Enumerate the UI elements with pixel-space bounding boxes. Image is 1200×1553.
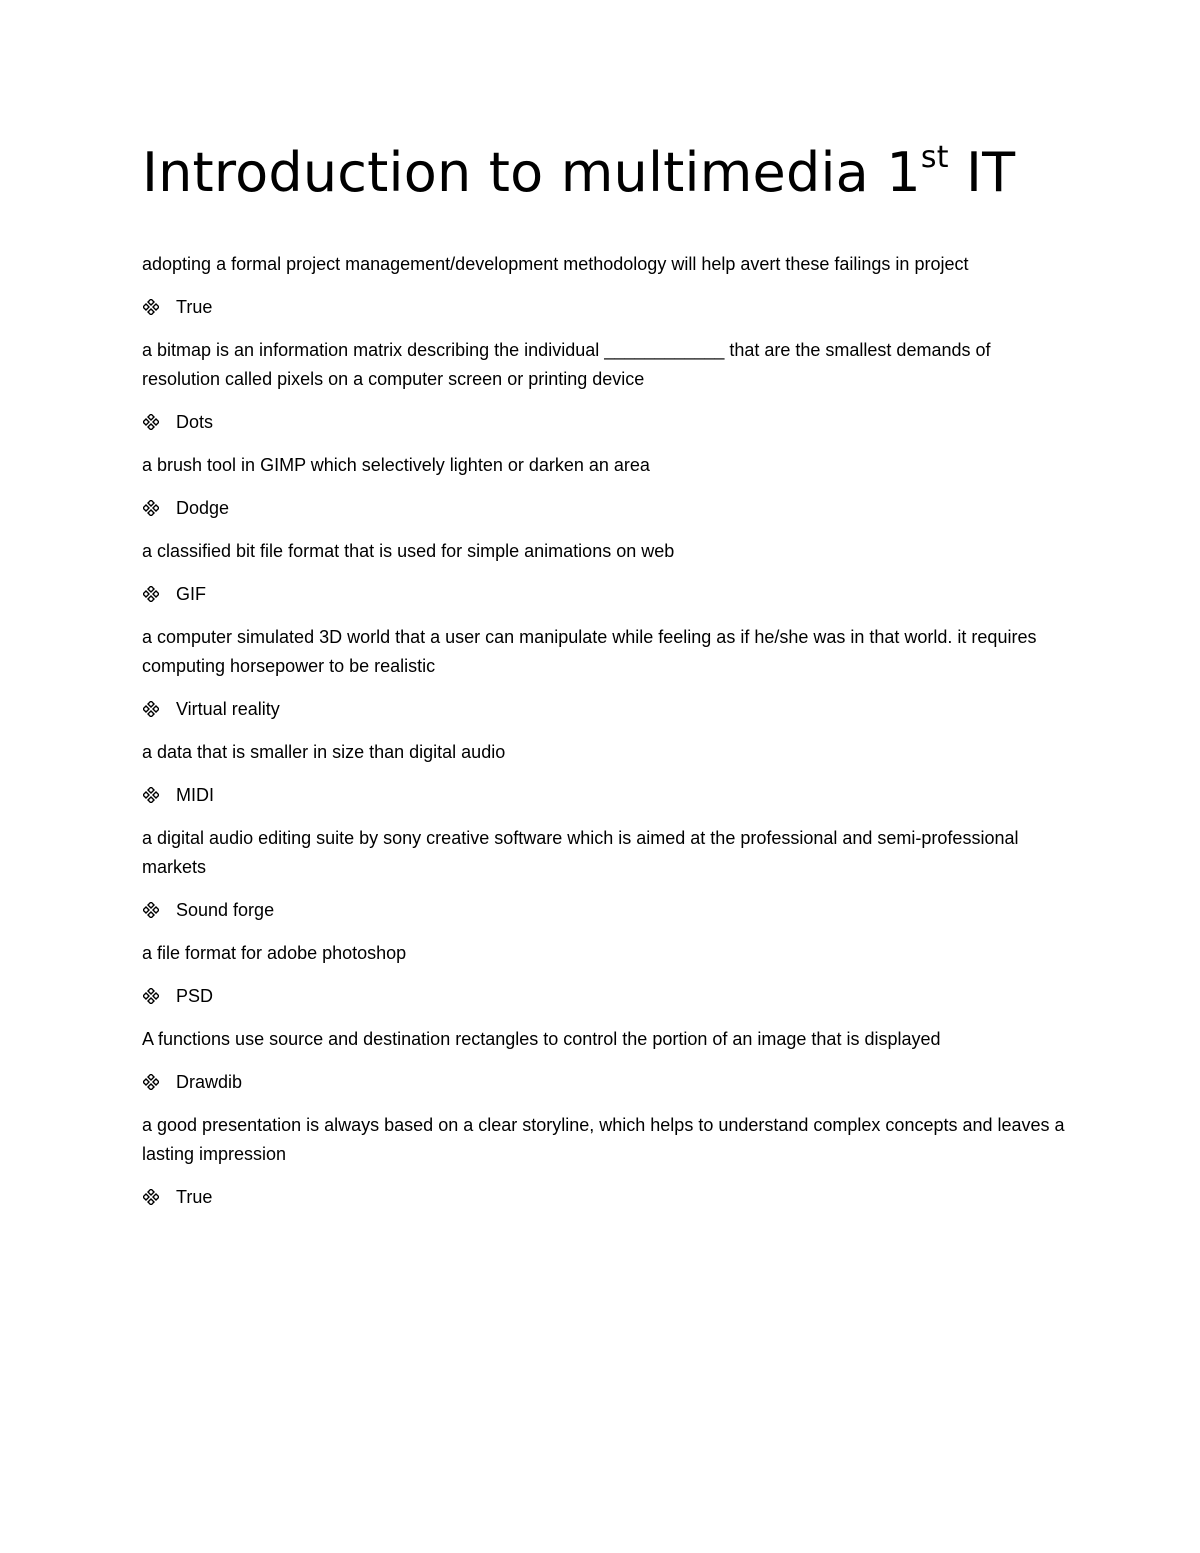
four-diamond-bullet-icon	[142, 982, 176, 1011]
four-diamond-bullet-icon	[142, 494, 176, 523]
answer-item	[142, 408, 1067, 437]
question-text: A functions use source and destination rectangles to control the portion of an image that is displayed	[142, 1029, 941, 1049]
question-text: adopting a formal project management/development methodology will help avert these failings in project	[142, 254, 969, 274]
question-text: a bitmap is an information matrix describing the individual ____________ that are the smallest demands of resolution called pixels on a computer screen or printing device	[142, 340, 991, 389]
question-text: a file format for adobe photoshop	[142, 943, 407, 963]
question-text: a data that is smaller in size than digital audio	[142, 742, 506, 762]
four-diamond-bullet-icon	[142, 1068, 176, 1097]
question-text: a good presentation is always based on a clear storyline, which helps to understand complex concepts and leaves a lasting impression	[142, 1115, 1065, 1164]
answer-item	[142, 695, 1067, 724]
document-content	[142, 138, 1067, 1226]
question-text: a brush tool in GIMP which selectively lighten or darken an area	[142, 455, 650, 475]
answer-text: Dodge	[176, 498, 230, 518]
title-superscript: st	[920, 140, 949, 175]
question-text: a computer simulated 3D world that a user can manipulate while feeling as if he/she was in that world. it requires computing horsepower to be realistic	[142, 627, 1037, 676]
answer-text: Sound forge	[176, 900, 275, 920]
answer-text: MIDI	[176, 785, 214, 805]
answer-text: True	[176, 297, 213, 317]
answer-item	[142, 580, 1067, 609]
answer-text: Dots	[176, 412, 214, 432]
four-diamond-bullet-icon	[142, 1183, 176, 1212]
answer-item	[142, 781, 1067, 810]
question-text: a digital audio editing suite by sony creative software which is aimed at the professional and semi-professional markets	[142, 828, 1019, 877]
answer-item	[142, 982, 1067, 1011]
four-diamond-bullet-icon	[142, 580, 176, 609]
four-diamond-bullet-icon	[142, 408, 176, 437]
answer-text: Drawdib	[176, 1072, 243, 1092]
answer-item	[142, 293, 1067, 322]
answer-text: PSD	[176, 986, 214, 1006]
answer-text: Virtual reality	[176, 699, 280, 719]
question-text: a classified bit file format that is used for simple animations on web	[142, 541, 675, 561]
four-diamond-bullet-icon	[142, 293, 176, 322]
page-title	[142, 138, 1067, 208]
answer-item	[142, 1068, 1067, 1097]
answer-item	[142, 494, 1067, 523]
question-answer-list	[142, 250, 1067, 1212]
answer-text: GIF	[176, 584, 206, 604]
title-main: Introduction to multimedia 1	[142, 141, 921, 204]
answer-text: True	[176, 1187, 213, 1207]
four-diamond-bullet-icon	[142, 781, 176, 810]
four-diamond-bullet-icon	[142, 896, 176, 925]
four-diamond-bullet-icon	[142, 695, 176, 724]
answer-item	[142, 1183, 1067, 1212]
title-tail: IT	[948, 141, 1016, 204]
answer-item	[142, 896, 1067, 925]
